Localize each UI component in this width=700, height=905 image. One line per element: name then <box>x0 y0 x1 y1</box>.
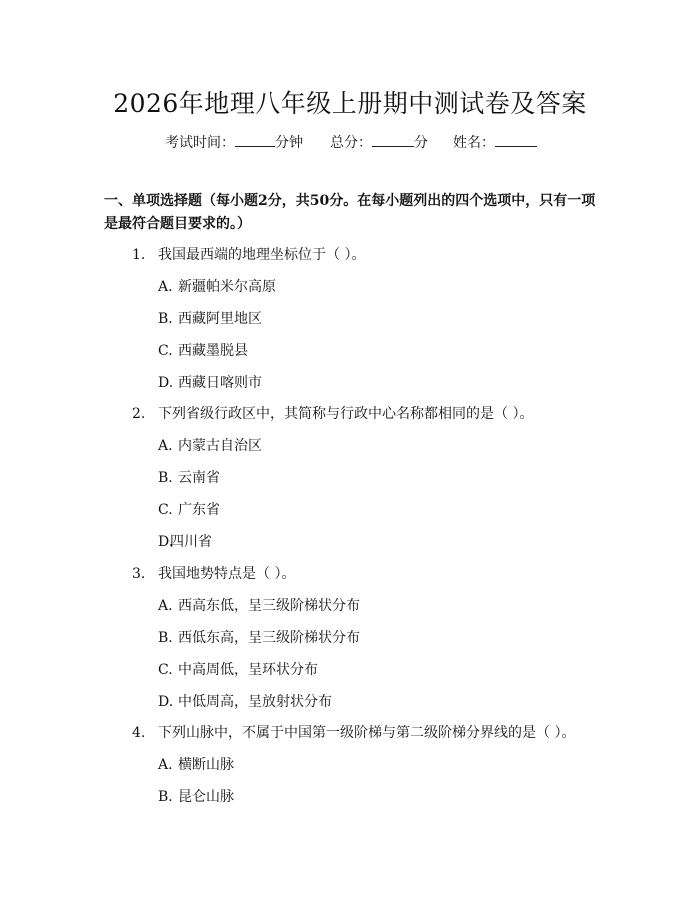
option-letter: B. <box>158 311 173 327</box>
option-letter: B. <box>158 470 173 486</box>
question-2 <box>132 403 533 423</box>
option-text: 西藏墨脱县 <box>178 343 248 359</box>
option-letter: D. <box>158 534 174 550</box>
option-letter: A. <box>158 598 173 614</box>
option-text: 中高周低，呈环状分布 <box>178 662 318 678</box>
option-letter: C. <box>158 502 173 518</box>
section-heading: 一、单项选择题（每小题2分，共50分。在每小题列出的四个选项中，只有一项是最符合题目要求的。） <box>104 193 596 232</box>
option-letter: D. <box>158 694 174 710</box>
question-3 <box>132 563 295 583</box>
option-2b[interactable] <box>158 467 220 487</box>
option-3c[interactable] <box>158 659 318 679</box>
option-1a[interactable] <box>158 276 276 296</box>
total-score-unit: 分 <box>414 135 428 151</box>
student-name-blank[interactable] <box>495 132 537 147</box>
student-name-label: 姓名： <box>453 135 495 151</box>
exam-time-field <box>165 132 303 152</box>
option-text: 西藏阿里地区 <box>178 311 262 327</box>
option-4b[interactable] <box>158 786 234 806</box>
option-text: 西低东高，呈三级阶梯状分布 <box>178 630 360 646</box>
option-text: 四川省 <box>170 534 212 550</box>
option-letter: B. <box>158 630 173 646</box>
option-letter: A. <box>158 757 173 773</box>
question-text: 下列省级行政区中，其简称与行政中心名称都相同的是（ ）。 <box>158 406 534 422</box>
question-number: 3. <box>132 566 146 582</box>
question-text: 我国地势特点是（ ）。 <box>158 566 296 582</box>
option-1d[interactable] <box>158 372 262 392</box>
option-letter: C. <box>158 662 173 678</box>
option-2c[interactable] <box>158 499 220 519</box>
option-text: 西高东低，呈三级阶梯状分布 <box>178 598 360 614</box>
option-text: 横断山脉 <box>178 757 234 773</box>
option-letter: A. <box>158 438 173 454</box>
option-text: 新疆帕米尔高原 <box>178 279 276 295</box>
question-text: 我国最西端的地理坐标位于（ ）。 <box>158 247 366 263</box>
option-letter: B. <box>158 789 173 805</box>
option-text: 昆仑山脉 <box>178 789 234 805</box>
option-letter: C. <box>158 343 173 359</box>
question-number: 4. <box>132 725 146 741</box>
option-text: 西藏日喀则市 <box>178 375 262 391</box>
total-score-label: 总分： <box>330 135 372 151</box>
option-text: 云南省 <box>178 470 220 486</box>
question-number: 1. <box>132 247 146 263</box>
option-2a[interactable] <box>158 435 262 455</box>
question-4 <box>132 722 575 742</box>
student-name-field <box>453 132 537 152</box>
exam-time-label: 考试时间： <box>165 135 235 151</box>
option-3a[interactable] <box>158 595 360 615</box>
total-score-field <box>330 132 428 152</box>
option-3d[interactable] <box>158 691 332 711</box>
option-letter: D. <box>158 375 174 391</box>
option-1b[interactable] <box>158 308 262 328</box>
option-text: 中低周高，呈放射状分布 <box>178 694 332 710</box>
question-number: 2. <box>132 406 146 422</box>
option-3b[interactable] <box>158 627 360 647</box>
option-letter: A. <box>158 279 173 295</box>
option-text: 内蒙古自治区 <box>178 438 262 454</box>
total-score-blank[interactable] <box>372 132 414 147</box>
question-text: 下列山脉中，不属于中国第一级阶梯与第二级阶梯分界线的是（ ）。 <box>158 725 576 741</box>
option-1c[interactable] <box>158 340 248 360</box>
option-2d[interactable] <box>158 531 212 551</box>
option-4a[interactable] <box>158 754 234 774</box>
page-title: 2026年地理八年级上册期中测试卷及答案 <box>113 89 587 118</box>
exam-time-unit: 分钟 <box>275 135 303 151</box>
option-text: 广东省 <box>178 502 220 518</box>
exam-time-blank[interactable] <box>235 132 275 147</box>
question-1 <box>132 244 365 264</box>
